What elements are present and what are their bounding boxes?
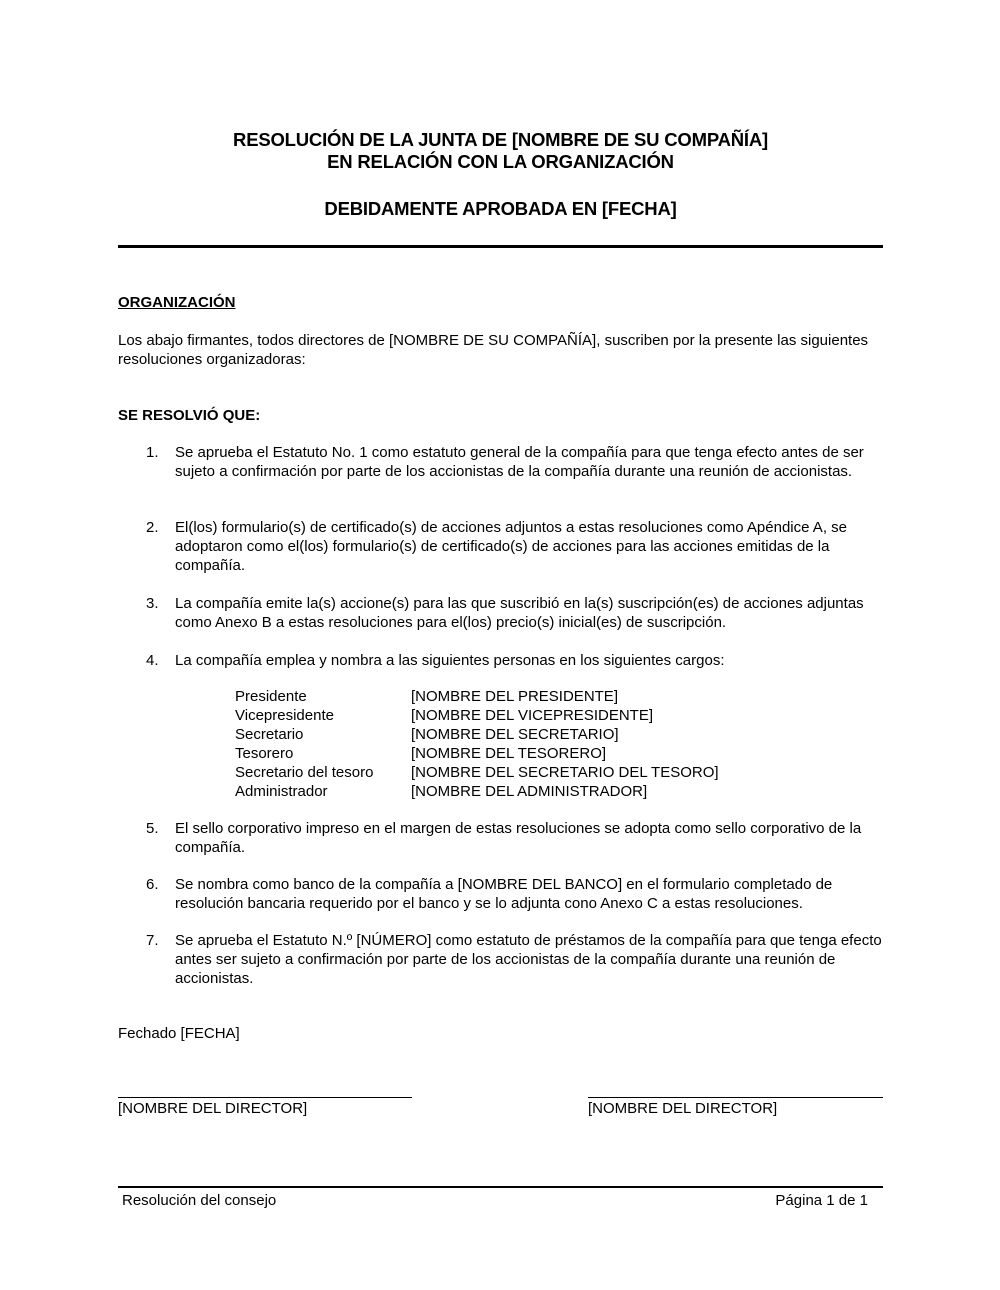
organization-paragraph: Los abajo firmantes, todos directores de [NOMBRE DE SU COMPAÑÍA], suscriben por la presente las siguientes resoluciones organizadoras:: [118, 332, 869, 368]
officer-row: [235, 706, 719, 725]
resolution-item-3: [146, 594, 896, 632]
resolved-heading: SE RESOLVIÓ QUE:: [118, 407, 261, 424]
officer-row: [235, 744, 719, 763]
officer-role: Secretario del tesoro: [235, 764, 374, 781]
footer-divider: [118, 1186, 883, 1188]
document-title-line-1: RESOLUCIÓN DE LA JUNTA DE [NOMBRE DE SU COMPAÑÍA]: [233, 129, 768, 150]
officer-name: [NOMBRE DEL TESORERO]: [411, 745, 607, 762]
officer-role: Presidente: [235, 688, 307, 705]
resolution-item-4: [146, 651, 896, 670]
item-text: El sello corporativo impreso en el margen de estas resoluciones se adopta como sello corporativo de la compañía.: [175, 820, 862, 856]
officer-name: [NOMBRE DEL SECRETARIO]: [411, 726, 619, 743]
resolution-item-7: [146, 931, 896, 988]
officer-name: [NOMBRE DEL PRESIDENTE]: [411, 688, 618, 705]
footer-page-number: Página 1 de 1: [775, 1192, 868, 1209]
item-text: La compañía emite la(s) accione(s) para las que suscribió en la(s) suscripción(es) de acciones adjuntas como Anexo B a estas resoluciones para el(los) precio(s) inicial(es) de suscripción.: [175, 595, 864, 631]
officer-role: Secretario: [235, 726, 304, 743]
item-number: 1.: [146, 444, 159, 461]
footer-document-name: Resolución del consejo: [122, 1192, 277, 1209]
item-text: La compañía emplea y nombra a las siguientes personas en los siguientes cargos:: [175, 652, 725, 669]
item-number: 7.: [146, 932, 159, 949]
director-name-1: [NOMBRE DEL DIRECTOR]: [118, 1100, 308, 1117]
header-divider: [118, 245, 883, 248]
item-text: Se aprueba el Estatuto N.º [NÚMERO] como estatuto de préstamos de la compañía para que tenga efecto antes ser sujeto a confirmación por parte de los accionistas de la compañía durante una reunión de accionistas.: [175, 932, 882, 987]
officer-name: [NOMBRE DEL ADMINISTRADOR]: [411, 783, 648, 800]
resolution-item-2: [146, 518, 896, 575]
resolution-item-1: [146, 443, 896, 481]
dated-line: Fechado [FECHA]: [118, 1025, 240, 1042]
item-text: El(los) formulario(s) de certificado(s) de acciones adjuntos a estas resoluciones como Apéndice A, se adoptaron como el(los) formulario(s) de certificado(s) de acciones para las acciones emitidas de la compañía.: [175, 519, 847, 574]
item-text: Se aprueba el Estatuto No. 1 como estatuto general de la compañía para que tenga efecto antes de ser sujeto a confirmación por parte de los accionistas de la compañía durante una reunión de accionistas.: [175, 444, 864, 480]
item-number: 4.: [146, 652, 159, 669]
item-number: 6.: [146, 876, 159, 893]
officer-row: [235, 725, 719, 744]
item-number: 5.: [146, 820, 159, 837]
director-name-2: [NOMBRE DEL DIRECTOR]: [588, 1100, 778, 1117]
officer-row: [235, 687, 719, 706]
signature-line-2: [588, 1097, 883, 1098]
item-number: 3.: [146, 595, 159, 612]
document-subtitle: DEBIDAMENTE APROBADA EN [FECHA]: [324, 198, 677, 219]
officer-row: [235, 763, 719, 782]
resolution-item-6: [146, 875, 896, 913]
signature-line-1: [118, 1097, 412, 1098]
resolution-item-5: [146, 819, 896, 857]
item-text: Se nombra como banco de la compañía a [NOMBRE DEL BANCO] en el formulario completado de resolución bancaria requerido por el banco y se lo adjunta cono Anexo C a estas resoluciones.: [175, 876, 833, 912]
item-number: 2.: [146, 519, 159, 536]
officer-role: Vicepresidente: [235, 707, 334, 724]
officer-role: Tesorero: [235, 745, 294, 762]
officer-row: [235, 782, 719, 801]
document-title-line-2: EN RELACIÓN CON LA ORGANIZACIÓN: [327, 151, 674, 172]
officer-role: Administrador: [235, 783, 328, 800]
officers-table: [235, 687, 719, 801]
officer-name: [NOMBRE DEL SECRETARIO DEL TESORO]: [411, 764, 719, 781]
officer-name: [NOMBRE DEL VICEPRESIDENTE]: [411, 707, 653, 724]
organization-heading: ORGANIZACIÓN: [118, 294, 236, 311]
